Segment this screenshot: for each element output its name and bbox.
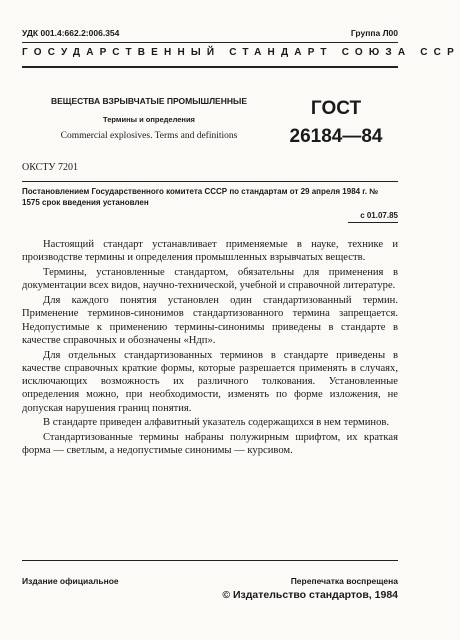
- document-title: ВЕЩЕСТВА ВЗРЫВЧАТЫЕ ПРОМЫШЛЕННЫЕ: [51, 96, 247, 106]
- gost-number: 26184—84: [289, 126, 383, 147]
- effective-date: с 01.07.85: [360, 211, 398, 220]
- publisher-copyright: © Издательство стандартов, 1984: [222, 589, 398, 601]
- okstu-code: ОКСТУ 7201: [22, 162, 79, 173]
- banner-rule: [22, 66, 398, 68]
- group-code: Группа Л00: [350, 28, 398, 38]
- udk-code: УДК 001.4:662.2:006.354: [22, 28, 120, 38]
- paragraph: Для каждого понятия установлен один стандартизованный термин. Применение терминов-синонимов стандартизованного термина запрещается. Недопустимые к применению термины-синонимы приведены в стандарте в качестве справочных и обозначены «Ндп».: [22, 294, 398, 346]
- decree-text: Постановлением Государственного комитета СССР по стандартам от 29 апреля 1984 г. № 1575 срок введения установлен: [22, 187, 379, 207]
- paragraph: Стандартизованные термины набраны полужирным шрифтом, их краткая форма — светлым, а недопустимые синонимы — курсивом.: [22, 432, 398, 457]
- english-title: Commercial explosives. Terms and definitions: [60, 131, 238, 141]
- section-rule: [22, 181, 398, 182]
- body-text: [22, 238, 398, 459]
- paragraph: Настоящий стандарт устанавливает применяемые в науке, технике и производстве термины и определения промышленных взрывчатых веществ.: [22, 239, 398, 264]
- footer-rule: [22, 560, 398, 561]
- standard-banner: ГОСУДАРСТВЕННЫЙ СТАНДАРТ СОЮЗА ССР: [22, 47, 460, 58]
- gost-label: ГОСТ: [310, 98, 362, 119]
- edition-label: Издание официальное: [22, 576, 119, 586]
- gost-designation: [286, 98, 386, 148]
- paragraph: В стандарте приведен алфавитный указатель содержащихся в нем терминов.: [43, 417, 390, 429]
- document-subtitle: Термины и определения: [103, 115, 195, 124]
- header-rule: [22, 42, 398, 43]
- reprint-notice: Перепечатка воспрещена: [290, 576, 398, 586]
- paragraph: Для отдельных стандартизованных терминов в стандарте приведены в качестве справочных краткие формы, которые разрешается применять в случаях, исключающих возможность их различного толкования. Установленные определения можно, при необходимости, изменять по форме изложения, не допуская нарушения границ понятия.: [22, 349, 398, 414]
- title-block: [22, 96, 276, 141]
- effective-date-underline: [348, 222, 398, 223]
- paragraph: Термины, установленные стандартом, обязательны для применения в документации всех видов, научно-технической, учебной и справочной литературе.: [22, 266, 398, 292]
